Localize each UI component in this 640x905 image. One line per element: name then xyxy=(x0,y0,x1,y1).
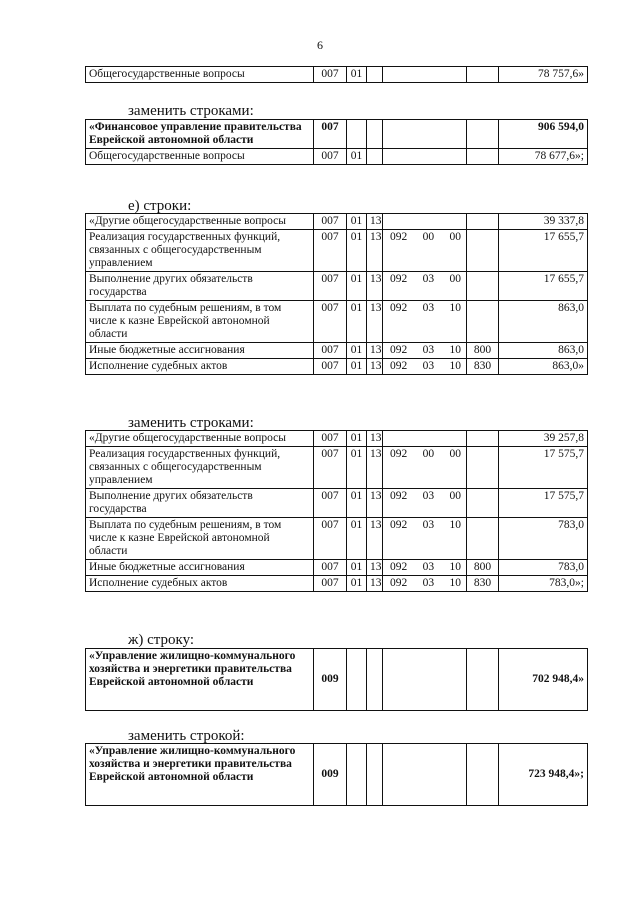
code-cs-part: 10 xyxy=(449,302,461,314)
table-row xyxy=(86,343,588,359)
caption-replace-row: заменить строкой: xyxy=(128,728,245,744)
code-cs-part: 10 xyxy=(449,360,461,372)
code-cs xyxy=(383,272,467,301)
code-cs-part: 03 xyxy=(422,344,435,356)
page-number: 6 xyxy=(317,38,323,52)
code-cs-parts xyxy=(386,302,463,315)
code-cs-part: 10 xyxy=(449,519,461,531)
code-cs-part: 03 xyxy=(422,561,435,573)
code-gr: 007 xyxy=(314,489,347,518)
table-original-general-questions xyxy=(85,66,588,83)
code-cs-part: 092 xyxy=(390,561,408,573)
code-vr: 830 xyxy=(467,576,499,592)
table-section-e-original xyxy=(85,213,588,375)
code-rz xyxy=(347,744,367,806)
code-rz: 01 xyxy=(347,518,367,560)
row-name: «Управление жилищно-коммунального хозяйства и энергетики правительства Еврейской автономной области xyxy=(86,649,314,711)
code-cs xyxy=(383,518,467,560)
code-rz: 01 xyxy=(347,560,367,576)
code-cs-parts xyxy=(386,577,463,590)
code-gr: 007 xyxy=(314,272,347,301)
code-pr xyxy=(367,67,383,83)
code-vr xyxy=(467,149,499,165)
table-row xyxy=(86,230,588,272)
code-vr xyxy=(467,272,499,301)
code-pr: 13 xyxy=(367,518,383,560)
code-gr: 007 xyxy=(314,359,347,375)
code-rz: 01 xyxy=(347,576,367,592)
code-cs-parts xyxy=(386,490,463,503)
code-cs-part: 092 xyxy=(390,273,408,285)
code-rz xyxy=(347,120,367,149)
code-vr xyxy=(467,301,499,343)
code-gr: 007 xyxy=(314,560,347,576)
code-vr xyxy=(467,649,499,711)
row-sum: 783,0»; xyxy=(499,576,588,592)
code-cs-part: 03 xyxy=(422,273,435,285)
table-row xyxy=(86,560,588,576)
code-cs xyxy=(383,67,467,83)
row-name: Выполнение других обязательств государства xyxy=(86,489,314,518)
code-vr xyxy=(467,744,499,806)
code-gr: 007 xyxy=(314,214,347,230)
code-cs-part: 092 xyxy=(390,302,408,314)
code-cs xyxy=(383,489,467,518)
code-cs xyxy=(383,343,467,359)
code-pr: 13 xyxy=(367,576,383,592)
code-rz: 01 xyxy=(347,67,367,83)
code-cs-parts xyxy=(386,344,463,357)
code-cs xyxy=(383,576,467,592)
code-cs-part: 092 xyxy=(390,360,408,372)
code-pr: 13 xyxy=(367,447,383,489)
code-cs-part: 092 xyxy=(390,577,408,589)
code-gr: 007 xyxy=(314,230,347,272)
row-name: Иные бюджетные ассигнования xyxy=(86,560,314,576)
code-gr: 007 xyxy=(314,301,347,343)
code-pr xyxy=(367,649,383,711)
code-gr: 009 xyxy=(314,744,347,806)
table-row xyxy=(86,120,588,149)
table-row xyxy=(86,447,588,489)
code-pr xyxy=(367,120,383,149)
code-pr: 13 xyxy=(367,489,383,518)
code-vr xyxy=(467,120,499,149)
code-cs-part: 00 xyxy=(449,231,461,243)
code-cs-parts xyxy=(386,360,463,373)
row-sum: 17 575,7 xyxy=(499,447,588,489)
row-sum: 783,0 xyxy=(499,560,588,576)
code-gr: 007 xyxy=(314,431,347,447)
code-cs xyxy=(383,359,467,375)
code-pr: 13 xyxy=(367,343,383,359)
code-vr xyxy=(467,518,499,560)
code-rz: 01 xyxy=(347,447,367,489)
code-pr: 13 xyxy=(367,431,383,447)
code-pr: 13 xyxy=(367,359,383,375)
row-name: Исполнение судебных актов xyxy=(86,576,314,592)
row-sum: 702 948,4» xyxy=(499,649,588,711)
table-replacement-finance-department xyxy=(85,119,588,165)
row-name: Реализация государственных функций, связанных с общегосударственным управлением xyxy=(86,447,314,489)
row-name: Общегосударственные вопросы xyxy=(86,67,314,83)
code-rz: 01 xyxy=(347,359,367,375)
code-cs xyxy=(383,744,467,806)
code-cs-part: 00 xyxy=(449,273,461,285)
row-name: «Другие общегосударственные вопросы xyxy=(86,214,314,230)
row-name: «Управление жилищно-коммунального хозяйства и энергетики правительства Еврейской автономной области xyxy=(86,744,314,806)
table-section-zh-replacement xyxy=(85,743,588,806)
code-cs-part: 03 xyxy=(422,302,435,314)
code-cs-parts xyxy=(386,273,463,286)
code-cs-parts xyxy=(386,448,463,461)
code-rz: 01 xyxy=(347,230,367,272)
code-pr: 13 xyxy=(367,272,383,301)
code-cs xyxy=(383,230,467,272)
code-pr xyxy=(367,744,383,806)
code-cs-part: 00 xyxy=(449,448,461,460)
code-cs-part: 03 xyxy=(422,519,435,531)
row-name: Выплата по судебным решениям, в том числе к казне Еврейской автономной области xyxy=(86,301,314,343)
code-cs-part: 10 xyxy=(449,344,461,356)
row-sum: 906 594,0 xyxy=(499,120,588,149)
code-cs-part: 10 xyxy=(449,577,461,589)
row-sum: 863,0 xyxy=(499,301,588,343)
row-sum: 863,0 xyxy=(499,343,588,359)
code-vr: 800 xyxy=(467,560,499,576)
table-row xyxy=(86,67,588,83)
code-cs-part: 00 xyxy=(422,448,435,460)
code-pr: 13 xyxy=(367,560,383,576)
row-sum: 723 948,4»; xyxy=(499,744,588,806)
row-name: Реализация государственных функций, связанных с общегосударственным управлением xyxy=(86,230,314,272)
row-sum: 863,0» xyxy=(499,359,588,375)
table-row xyxy=(86,489,588,518)
row-sum: 39 257,8 xyxy=(499,431,588,447)
code-cs-part: 10 xyxy=(449,561,461,573)
table-row xyxy=(86,649,588,711)
code-cs-part: 00 xyxy=(449,490,461,502)
code-vr xyxy=(467,489,499,518)
code-vr: 830 xyxy=(467,359,499,375)
code-cs-parts xyxy=(386,519,463,532)
code-pr xyxy=(367,149,383,165)
code-rz: 01 xyxy=(347,343,367,359)
code-vr xyxy=(467,447,499,489)
code-cs xyxy=(383,301,467,343)
row-name: Выполнение других обязательств государства xyxy=(86,272,314,301)
caption-replace-rows-2: заменить строками: xyxy=(128,415,254,431)
code-cs-part: 03 xyxy=(422,360,435,372)
row-sum: 39 337,8 xyxy=(499,214,588,230)
table-section-e-replacement xyxy=(85,430,588,592)
caption-replace-rows-1: заменить строками: xyxy=(128,103,254,119)
code-cs-part: 092 xyxy=(390,344,408,356)
table-row xyxy=(86,576,588,592)
table-row xyxy=(86,149,588,165)
code-rz: 01 xyxy=(347,489,367,518)
code-cs xyxy=(383,560,467,576)
code-vr xyxy=(467,67,499,83)
row-sum: 78 757,6» xyxy=(499,67,588,83)
code-cs-part: 092 xyxy=(390,519,408,531)
row-sum: 17 655,7 xyxy=(499,230,588,272)
code-rz: 01 xyxy=(347,301,367,343)
code-gr: 007 xyxy=(314,343,347,359)
code-vr xyxy=(467,214,499,230)
code-vr: 800 xyxy=(467,343,499,359)
row-sum: 17 575,7 xyxy=(499,489,588,518)
code-cs-part: 092 xyxy=(390,448,408,460)
table-row xyxy=(86,301,588,343)
code-cs-parts xyxy=(386,561,463,574)
row-sum: 783,0 xyxy=(499,518,588,560)
row-name: Выплата по судебным решениям, в том числе к казне Еврейской автономной области xyxy=(86,518,314,560)
table-row xyxy=(86,359,588,375)
code-cs-parts xyxy=(386,231,463,244)
row-name: Иные бюджетные ассигнования xyxy=(86,343,314,359)
table-row xyxy=(86,518,588,560)
code-vr xyxy=(467,431,499,447)
caption-section-e: е) строки: xyxy=(128,198,192,214)
code-cs xyxy=(383,214,467,230)
row-sum: 78 677,6»; xyxy=(499,149,588,165)
code-cs-part: 03 xyxy=(422,490,435,502)
code-cs-part: 092 xyxy=(390,490,408,502)
row-sum: 17 655,7 xyxy=(499,272,588,301)
row-name: «Финансовое управление правительства Еврейской автономной области xyxy=(86,120,314,149)
code-pr: 13 xyxy=(367,230,383,272)
table-row xyxy=(86,744,588,806)
table-section-zh-original xyxy=(85,648,588,711)
code-cs xyxy=(383,447,467,489)
row-name: Исполнение судебных актов xyxy=(86,359,314,375)
table-row xyxy=(86,272,588,301)
code-cs-part: 092 xyxy=(390,231,408,243)
table-row xyxy=(86,214,588,230)
row-name: Общегосударственные вопросы xyxy=(86,149,314,165)
code-pr: 13 xyxy=(367,214,383,230)
code-cs-part: 00 xyxy=(422,231,435,243)
code-gr: 007 xyxy=(314,518,347,560)
code-cs xyxy=(383,649,467,711)
code-rz xyxy=(347,649,367,711)
code-rz: 01 xyxy=(347,149,367,165)
code-cs xyxy=(383,120,467,149)
code-gr: 007 xyxy=(314,576,347,592)
code-rz: 01 xyxy=(347,214,367,230)
table-row xyxy=(86,431,588,447)
code-rz: 01 xyxy=(347,431,367,447)
code-gr: 007 xyxy=(314,120,347,149)
code-gr: 009 xyxy=(314,649,347,711)
caption-section-zh: ж) строку: xyxy=(128,632,195,648)
code-gr: 007 xyxy=(314,67,347,83)
code-gr: 007 xyxy=(314,447,347,489)
code-cs xyxy=(383,431,467,447)
row-name: «Другие общегосударственные вопросы xyxy=(86,431,314,447)
code-rz: 01 xyxy=(347,272,367,301)
code-vr xyxy=(467,230,499,272)
code-cs-part: 03 xyxy=(422,577,435,589)
code-gr: 007 xyxy=(314,149,347,165)
code-pr: 13 xyxy=(367,301,383,343)
code-cs xyxy=(383,149,467,165)
